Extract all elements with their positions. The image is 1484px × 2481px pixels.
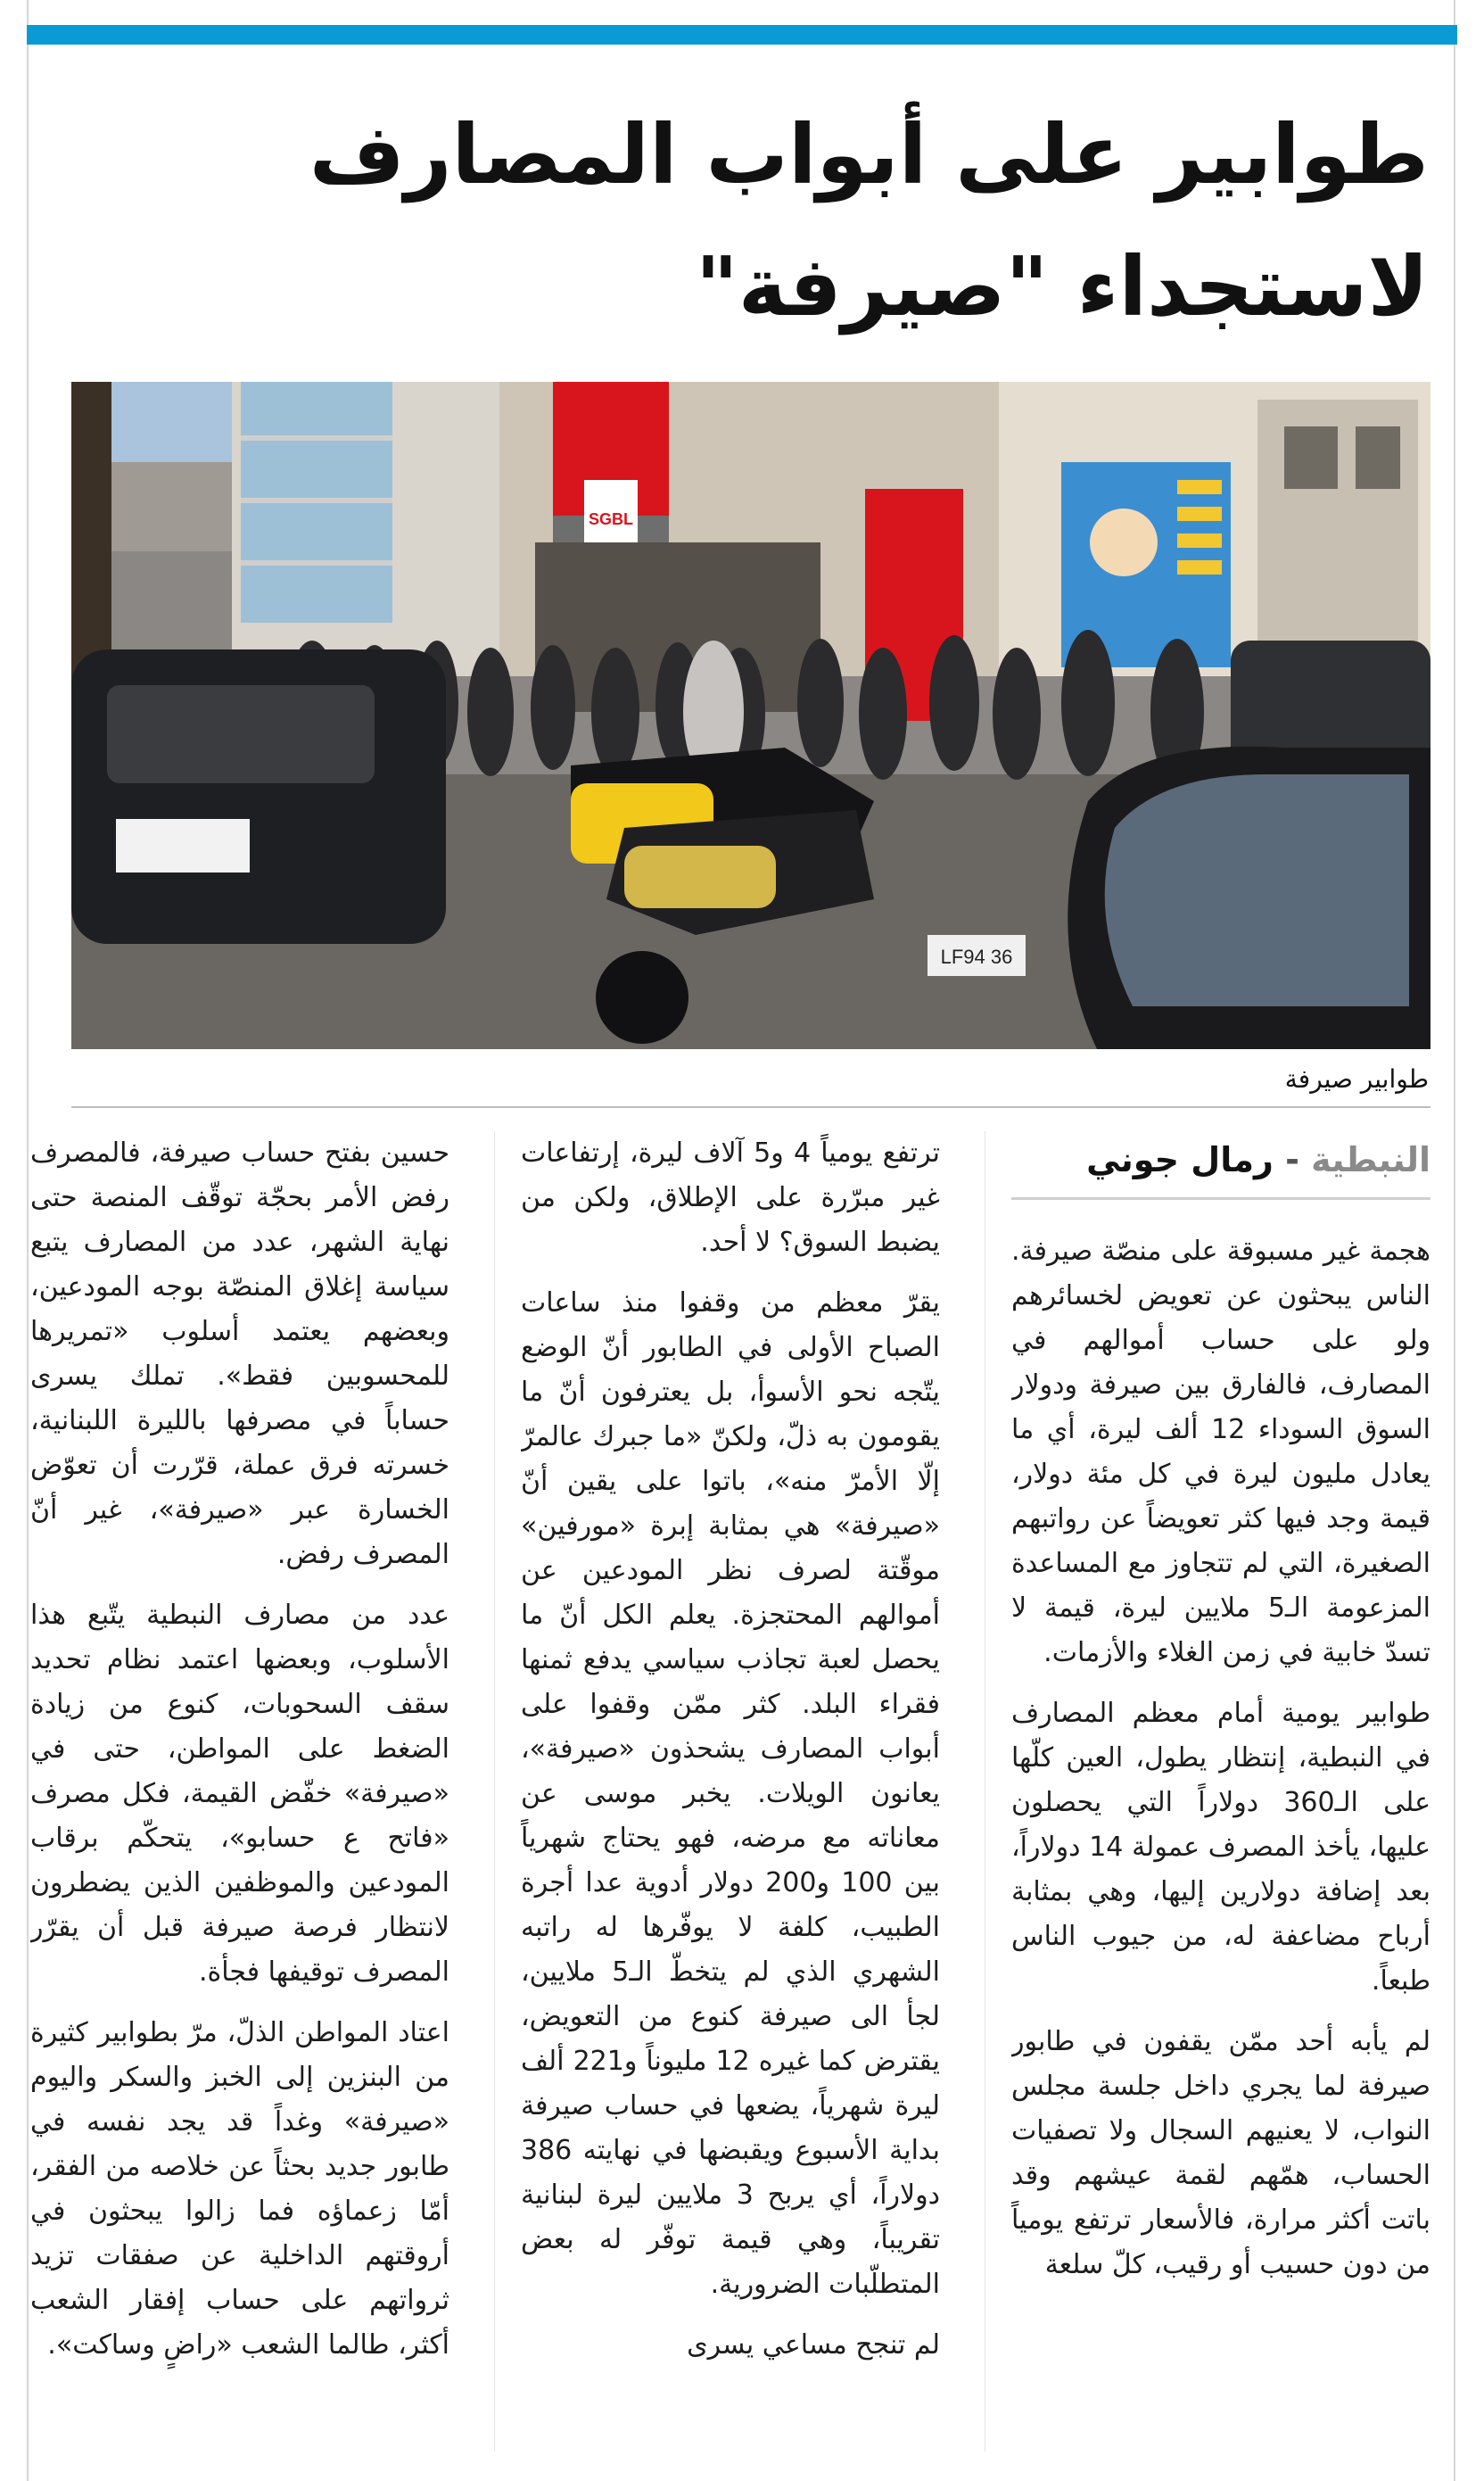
paragraph: عدد من مصارف النبطية يتّبع هذا الأسلوب، وبعضها اعتمد نظام تحديد سقف السحوبات، كنوع من زيادة الضغط على المواطن، حتى في «صيرفة» خفّض القيمة، فكل مصرف «فاتح ع حسابو»، يتحكّم برقاب المودعين والموظفين الذين يضطرون لانتظار فرصة صيرفة قبل أن يقرّر المصرف توقيفها فجأة. xyxy=(30,1600,449,1988)
byline-location: النبطية xyxy=(1311,1140,1430,1179)
paragraph: يقرّ معظم من وقفوا منذ ساعات الصباح الأولى في الطابور أنّ الوضع يتّجه نحو الأسوأ، بل يعترفون أنّ ما يقومون به ذلّ، ولكنّ «ما جبرك عالمرّ إلّا الأمرّ منه»، باتوا على يقين أنّ «صيرفة» هي بمثابة إبرة «مورفين» موقّتة لصرف نظر المودعين عن أموالهم المحتجزة. يعلم الكل أنّ ما يحصل لعبة تجاذب سياسي يدفع ثمنها فقراء البلد. كثر ممّن وقفوا على أبواب المصارف يشحذون «صيرفة»، يعانون الويلات. يخبر موسى عن معاناته مع مرضه، فهو يحتاج شهرياً بين 100 و200 دولار أدوية عدا أجرة الطبيب، كلفة لا يوفّرها له راتبه الشهري الذي لم يتخطّ الـ5 ملايين، لجأ الى صيرفة كنوع من التعويض، يقترض كما غيره 12 مليوناً و221 ألف ليرة شهرياً، يضعها في حساب صيرفة بداية الأسبوع ويقبضها في نهايته 386 دولاراً، أي يربح 3 ملايين ليرة لبنانية تقريباً، وهي قيمة توفّر له بعض المتطلّبات الضرورية. xyxy=(521,1287,940,2300)
paragraph: هجمة غير مسبوقة على منصّة صيرفة. الناس يبحثون عن تعويض لخسائرهم ولو على حساب أموالهم في المصارف، فالفارق بين صيرفة ودولار السوق السوداء 12 ألف ليرة، أي ما يعادل مليون ليرة في كل مئة دولار، قيمة وجد فيها كثر تعويضاً عن رواتبهم الصغيرة، التي لم تتجاوز مع المساعدة المزعومة الـ5 ملايين ليرة، قيمة لا تسدّ خابية في زمن الغلاء والأزمات. xyxy=(1011,1236,1430,1668)
plate-text: LF94 36 xyxy=(940,946,1013,968)
paragraph: طوابير يومية أمام معظم المصارف في النبطية، إنتظار يطول، العين كلّها على الـ360 دولاراً التي يحصلون عليها، يأخذ المصرف عمولة 14 دولاراً، بعد إضافة دولارين إليها، وهي بمثابة أرباح مضاعفة له، من جيوب الناس طبعاً. xyxy=(1011,1698,1430,1997)
paragraph: اعتاد المواطن الذلّ، مرّ بطوابير كثيرة من البنزين إلى الخبز والسكر واليوم «صيرفة» وغداً قد يجد نفسه في طابور جديد بحثاً عن خلاصه من الفقر، أمّا زعماؤه فما زالوا يبحثون في أروقتهم الداخلية عن صفقات تزيد ثرواتهم على حساب إفقار الشعب أكثر، طالما الشعب «راضٍ وساكت». xyxy=(30,2017,449,2361)
headline-line-1: طوابير على أبواب المصارف xyxy=(309,107,1429,203)
byline xyxy=(1011,1131,1430,1200)
paragraph: لم يأبه أحد ممّن يقفون في طابور صيرفة لما يجري داخل جلسة مجلس النواب، لا يعنيهم السجال ولا تصفيات الحساب، همّهم لقمة عيشهم وقد باتت أكثر مرارة، فالأسعار ترتفع يومياً من دون حسيب أو رقيب، كلّ سلعة xyxy=(1011,2026,1430,2280)
bank-sign-text: SGBL xyxy=(588,510,634,528)
byline-separator: - xyxy=(1273,1140,1312,1179)
paragraph: لم تنجح مساعي يسرى xyxy=(687,2329,940,2361)
byline-author: رمال جوني xyxy=(1086,1140,1274,1179)
article-column-2 xyxy=(521,1131,940,2460)
headline-line-2: لاستجداء "صيرفة" xyxy=(695,239,1429,335)
paragraph: ترتفع يومياً 4 و5 آلاف ليرة، إرتفاعات غير مبرّرة على الإطلاق، ولكن من يضبط السوق؟ لا أحد. xyxy=(521,1137,940,1258)
paragraph: حسين بفتح حساب صيرفة، فالمصرف رفض الأمر بحجّة توقّف المنصة حتى نهاية الشهر، عدد من المصارف يتبع سياسة إغلاق المنصّة بوجه المودعين، وبعضهم يعتمد أسلوب «تمريرها للمحسوبين فقط». تملك يسرى حساباً في مصرفها بالليرة اللبنانية، خسرته فرق عملة، قرّرت أن تعوّض الخسارة عبر «صيرفة»، غير أنّ المصرف رفض. xyxy=(30,1137,449,1570)
top-accent-bar xyxy=(27,25,1457,45)
headline xyxy=(91,89,1429,353)
article-column-3 xyxy=(30,1131,449,2460)
article-column-1 xyxy=(1011,1229,1430,2460)
caption-divider xyxy=(71,1106,1430,1108)
column-gutter xyxy=(494,1131,495,2452)
news-photo xyxy=(71,382,1430,1049)
photo-caption: طوابير صيرفة xyxy=(1284,1064,1429,1094)
